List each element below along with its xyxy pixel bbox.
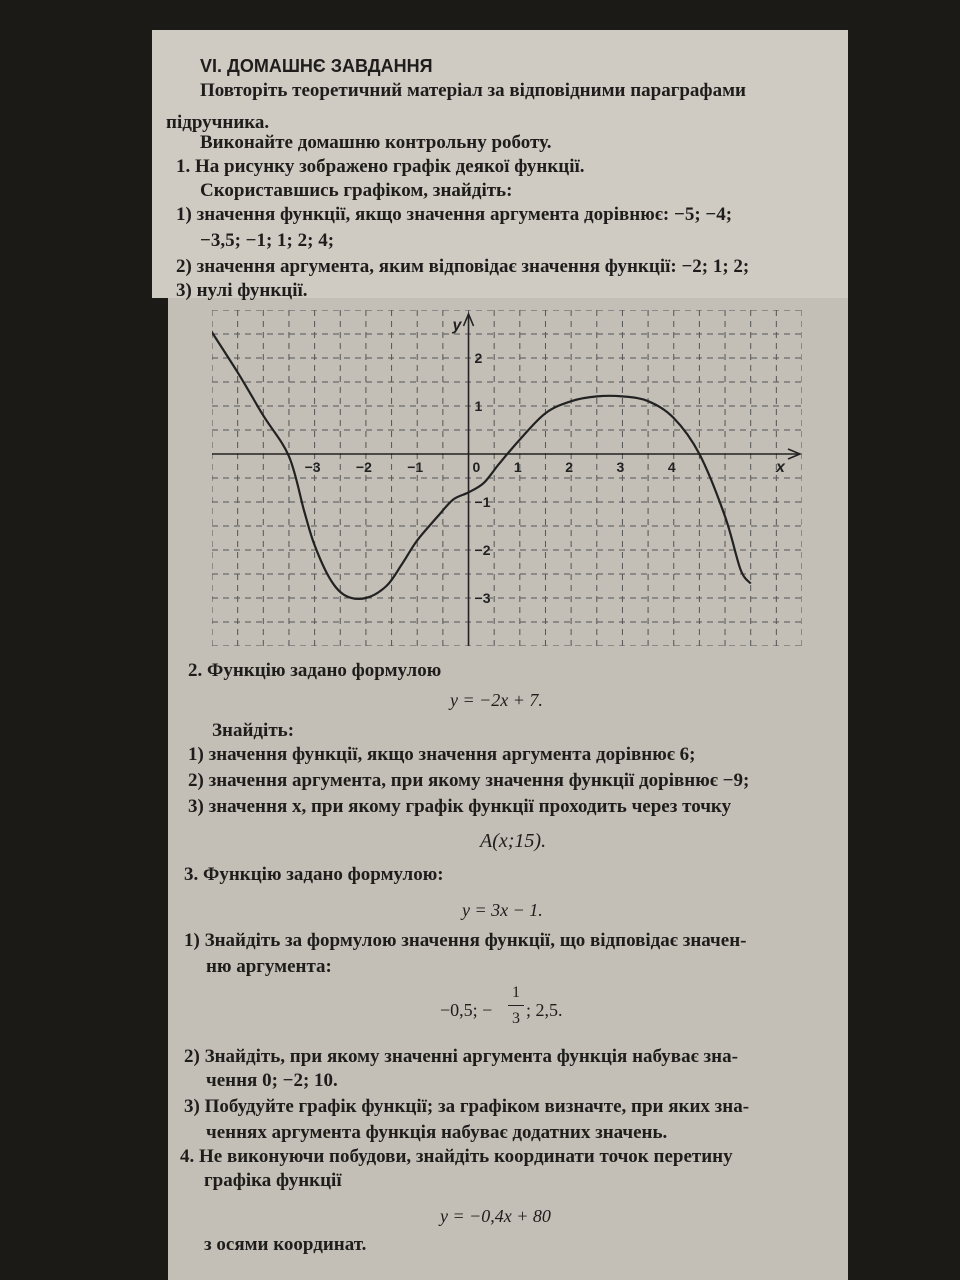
y-tick-label: 2 [474, 350, 483, 366]
graph-grid [212, 310, 802, 646]
y-tick-label: −2 [474, 542, 491, 558]
y-tick-label: −3 [474, 590, 491, 606]
task3-item1b: ню аргумента: [206, 956, 332, 977]
graph-ticks [305, 317, 786, 606]
task2-point: A(x;15). [480, 830, 547, 852]
y-tick-label: 1 [474, 398, 483, 414]
intro-line-2: підручника. [166, 112, 270, 133]
intro-line-3: Виконайте домашню контрольну роботу. [200, 132, 552, 153]
x-tick-label: −2 [355, 459, 372, 475]
task3-frac-den: 3 [512, 1010, 520, 1027]
x-tick-label: 1 [513, 459, 522, 475]
x-tick-label: 2 [565, 459, 574, 475]
task4-formula: y = −0,4x + 80 [440, 1206, 551, 1226]
task3-values-b: ; 2,5. [526, 1000, 563, 1020]
task2-find: Знайдіть: [212, 720, 295, 741]
y-axis-label: y [452, 317, 462, 334]
task3-frac-bar [508, 1005, 524, 1006]
task3-title: 3. Функцію задано формулою: [184, 864, 444, 885]
x-axis-label: x [776, 459, 785, 476]
task1-line2: Скориставшись графіком, знайдіть: [200, 180, 513, 201]
x-tick-label: 0 [472, 459, 481, 475]
y-tick-label: −1 [474, 494, 491, 510]
x-tick-label: −3 [304, 459, 321, 475]
section-title: VI. ДОМАШНЄ ЗАВДАННЯ [200, 56, 433, 76]
task1-line1: 1. На рисунку зображено графік деякої функції. [176, 156, 585, 177]
task3-formula: y = 3x − 1. [462, 900, 543, 920]
task3-values-a: −0,5; − [440, 1000, 493, 1020]
x-tick-label: 3 [616, 459, 625, 475]
x-tick-label: −1 [407, 459, 424, 475]
intro-line-1: Повторіть теоретичний матеріал за відповідними параграфами [200, 80, 746, 101]
task2-title: 2. Функцію задано формулою [188, 660, 442, 681]
task2-item2: 2) значення аргумента, при якому значення функції дорівнює −9; [188, 770, 750, 791]
task3-item2b: чення 0; −2; 10. [206, 1070, 338, 1091]
task4-line2: графіка функції [204, 1170, 342, 1191]
task3-item3a: 3) Побудуйте графік функції; за графіком визначте, при яких зна- [184, 1096, 750, 1117]
task3-item2a: 2) Знайдіть, при якому значенні аргумента функція набуває зна- [184, 1046, 738, 1067]
function-graph [212, 310, 802, 646]
task1-item1b: −3,5; −1; 1; 2; 4; [200, 230, 335, 251]
task4-line1: 4. Не виконуючи побудови, знайдіть координати точок перетину [180, 1146, 733, 1167]
task3-item3b: ченнях аргумента функція набуває додатних значень. [206, 1122, 668, 1143]
task1-item3: 3) нулі функції. [176, 280, 308, 301]
task1-item2: 2) значення аргумента, яким відповідає значення функції: −2; 1; 2; [176, 256, 750, 277]
task2-item3: 3) значення x, при якому графік функції проходить через точку [188, 796, 732, 817]
task3-item1a: 1) Знайдіть за формулою значення функції, що відповідає значен- [184, 930, 747, 951]
task4-line3: з осями координат. [204, 1234, 367, 1255]
task3-frac-num: 1 [512, 984, 520, 1001]
task1-item1a: 1) значення функції, якщо значення аргумента дорівнює: −5; −4; [176, 204, 733, 225]
x-tick-label: 4 [667, 459, 676, 475]
task2-formula: y = −2x + 7. [450, 690, 543, 710]
task2-item1: 1) значення функції, якщо значення аргумента дорівнює 6; [188, 744, 696, 765]
